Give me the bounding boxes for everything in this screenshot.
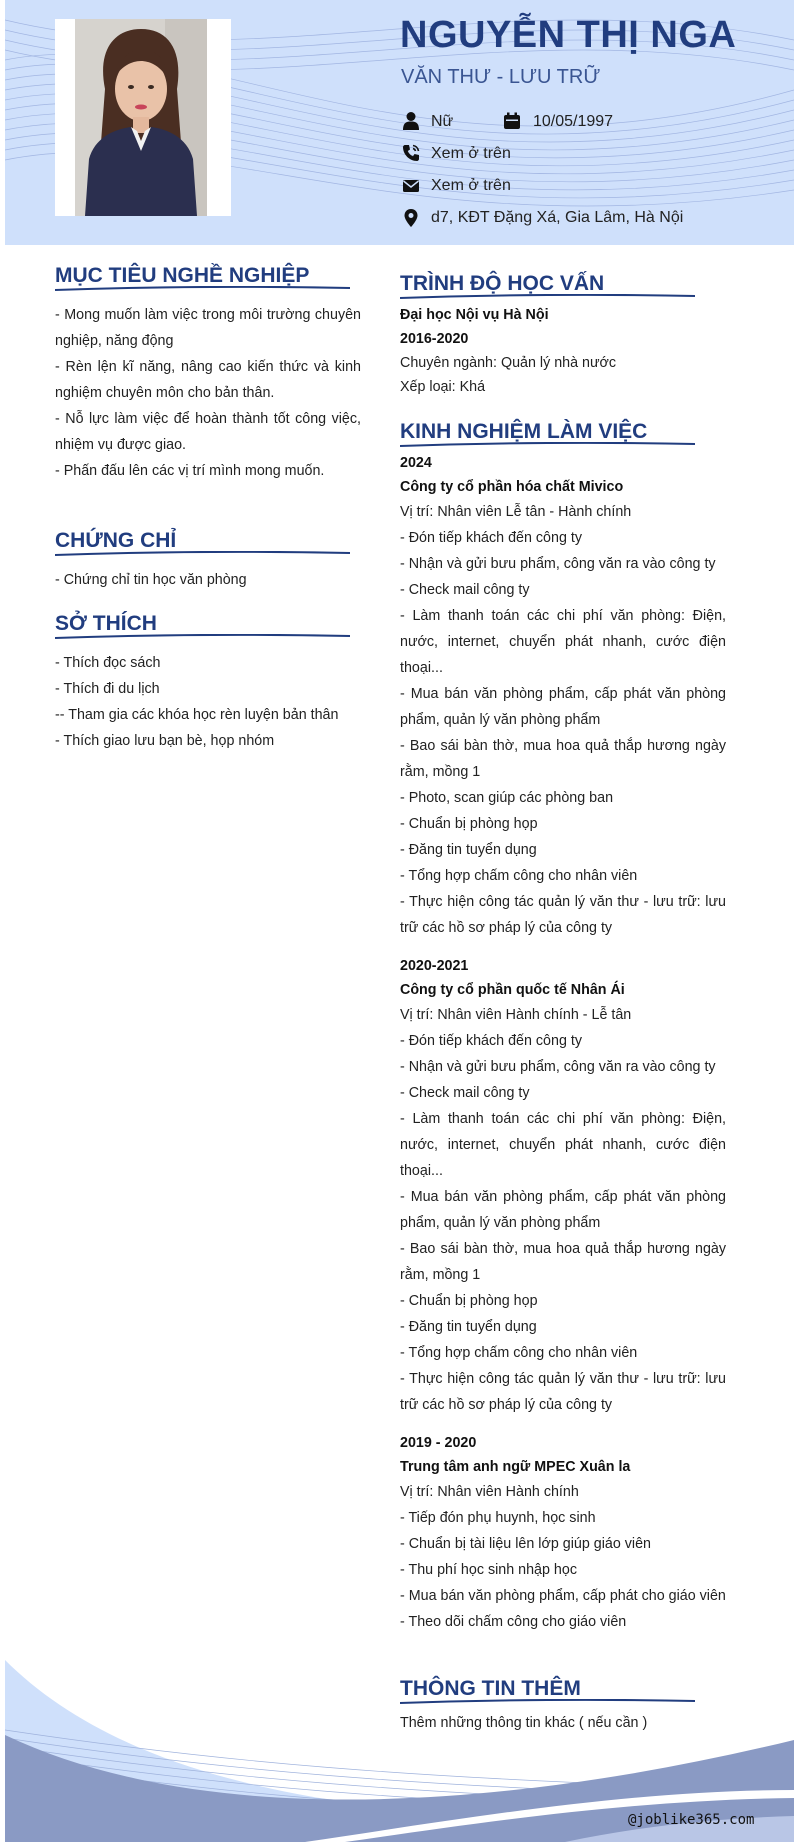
- job-role: Vị trí: Nhân viên Lễ tân - Hành chính: [400, 504, 632, 520]
- job-task: - Mua bán văn phòng phẩm, cấp phát văn phòng phẩm, quản lý văn phòng phẩm: [400, 1189, 726, 1231]
- job-company: Trung tâm anh ngữ MPEC Xuân la: [400, 1459, 631, 1475]
- job-task: - Thực hiện công tác quản lý văn thư - lưu trữ: lưu trữ các hồ sơ pháp lý của công ty: [400, 894, 726, 936]
- job-task: - Thực hiện công tác quản lý văn thư - lưu trữ: lưu trữ các hồ sơ pháp lý của công ty: [400, 1371, 726, 1413]
- hobby-line: -- Tham gia các khóa học rèn luyện bản thân: [55, 707, 339, 723]
- profile-photo-frame: [55, 19, 231, 216]
- profile-photo: [75, 19, 207, 216]
- objective-line: - Rèn lện kĩ năng, nâng cao kiến thức và kinh nghiệm chuyên môn cho bản thân.: [55, 359, 361, 401]
- job-task: - Chuẩn bị tài liệu lên lớp giúp giáo viên: [400, 1536, 651, 1552]
- experience-title: KINH NGHIỆM LÀM VIỆC: [400, 420, 648, 443]
- objective-title: MỤC TIÊU NGHỀ NGHIỆP: [55, 264, 310, 287]
- objective-line: - Phấn đấu lên các vị trí mình mong muốn.: [55, 463, 325, 479]
- job-task: - Thu phí học sinh nhập học: [400, 1562, 577, 1578]
- job-task: - Đăng tin tuyển dụng: [400, 842, 537, 858]
- education-underline: [400, 294, 695, 300]
- address-value: d7, KĐT Đặng Xá, Gia Lâm, Hà Nội: [431, 209, 684, 226]
- job-task: - Check mail công ty: [400, 1085, 530, 1101]
- job-task: - Check mail công ty: [400, 582, 530, 598]
- education-years: 2016-2020: [400, 331, 469, 347]
- job-task: - Tổng hợp chấm công cho nhân viên: [400, 868, 638, 884]
- job-task: - Bao sái bàn thờ, mua hoa quả thắp hương ngày rằm, mồng 1: [400, 1241, 726, 1283]
- certificates-title: CHỨNG CHỈ: [55, 529, 177, 552]
- job-company: Công ty cổ phần quốc tế Nhân Ái: [400, 982, 625, 998]
- education-title: TRÌNH ĐỘ HỌC VẤN: [400, 272, 605, 295]
- extra-info-underline: [400, 1699, 695, 1705]
- job-task: - Tổng hợp chấm công cho nhân viên: [400, 1345, 638, 1361]
- candidate-name: NGUYỄN THỊ NGA: [400, 14, 737, 56]
- objective-line: - Nỗ lực làm việc để hoàn thành tốt công việc, nhiệm vụ được giao.: [55, 411, 361, 453]
- job-task: - Nhận và gửi bưu phẩm, công văn ra vào công ty: [400, 1059, 716, 1075]
- job-company: Công ty cổ phần hóa chất Mivico: [400, 479, 624, 495]
- objective-text: [55, 302, 361, 484]
- hobby-line: - Thích đọc sách: [55, 655, 161, 671]
- job-task: - Bao sái bàn thờ, mua hoa quả thắp hương ngày rằm, mồng 1: [400, 738, 726, 780]
- hobbies-title: SỞ THÍCH: [55, 612, 157, 635]
- job-year: 2019 - 2020: [400, 1435, 477, 1451]
- job-task: - Theo dõi chấm công cho giáo viên: [400, 1614, 627, 1630]
- birthdate-value: 10/05/1997: [533, 113, 614, 130]
- mail-icon: [401, 176, 421, 196]
- job-task: - Chuẩn bị phòng họp: [400, 1293, 538, 1309]
- objective-line: - Mong muốn làm việc trong môi trường chuyên nghiệp, năng động: [55, 307, 361, 349]
- hobby-line: - Thích đi du lịch: [55, 681, 160, 697]
- experience-underline: [400, 442, 695, 448]
- job-task: - Đón tiếp khách đến công ty: [400, 1033, 582, 1049]
- certificate-line: - Chứng chỉ tin học văn phòng: [55, 572, 247, 588]
- job-role: Vị trí: Nhân viên Hành chính - Lễ tân: [400, 1007, 632, 1023]
- phone-icon: [401, 143, 421, 163]
- portrait-illustration: [75, 19, 207, 216]
- extra-info-text: [400, 1710, 726, 1736]
- calendar-icon: [502, 111, 522, 131]
- hobby-line: - Thích giao lưu bạn bè, họp nhóm: [55, 733, 275, 749]
- extra-info-line: Thêm những thông tin khác ( nếu cần ): [400, 1715, 648, 1731]
- certificates-text: [55, 567, 361, 593]
- resume-page: [5, 0, 794, 1842]
- extra-info-title: THÔNG TIN THÊM: [400, 1677, 581, 1700]
- job-entry: [400, 1431, 726, 1635]
- gender-value: Nữ: [431, 113, 454, 130]
- education-grade: Xếp loại: Khá: [400, 379, 486, 395]
- location-icon: [401, 208, 421, 228]
- job-task: - Mua bán văn phòng phẩm, cấp phát văn phòng phẩm, quản lý văn phòng phẩm: [400, 686, 726, 728]
- email-value: Xem ở trên: [431, 177, 511, 194]
- job-task: - Nhận và gửi bưu phẩm, công văn ra vào công ty: [400, 556, 716, 572]
- phone-value: Xem ở trên: [431, 145, 511, 162]
- objective-underline: [55, 286, 350, 292]
- hobbies-text: [55, 650, 361, 754]
- job-task: - Làm thanh toán các chi phí văn phòng: Điện, nước, internet, chuyển phát nhanh, cước điện thoại...: [400, 1111, 726, 1179]
- job-title: VĂN THƯ - LƯU TRỮ: [401, 66, 601, 88]
- header-background: [5, 0, 794, 245]
- job-task: - Tiếp đón phụ huynh, học sinh: [400, 1510, 596, 1526]
- education-major: Chuyên ngành: Quản lý nhà nước: [400, 355, 617, 371]
- job-task: - Mua bán văn phòng phẩm, cấp phát cho giáo viên: [400, 1588, 726, 1604]
- education-block: [400, 303, 725, 399]
- job-year: 2024: [400, 455, 432, 471]
- school-name: Đại học Nội vụ Hà Nội: [400, 307, 549, 323]
- job-task: - Làm thanh toán các chi phí văn phòng: Điện, nước, internet, chuyển phát nhanh, cước điện thoại...: [400, 608, 726, 676]
- person-icon: [401, 111, 421, 131]
- certificates-underline: [55, 551, 350, 557]
- job-task: - Đăng tin tuyển dụng: [400, 1319, 537, 1335]
- job-entry: [400, 451, 726, 941]
- website-credit: @joblike365.com: [628, 1812, 755, 1828]
- job-year: 2020-2021: [400, 958, 469, 974]
- job-task: - Chuẩn bị phòng họp: [400, 816, 538, 832]
- job-entry: [400, 954, 726, 1418]
- job-task: - Photo, scan giúp các phòng ban: [400, 790, 614, 806]
- job-role: Vị trí: Nhân viên Hành chính: [400, 1484, 579, 1500]
- job-task: - Đón tiếp khách đến công ty: [400, 530, 582, 546]
- hobbies-underline: [55, 634, 350, 640]
